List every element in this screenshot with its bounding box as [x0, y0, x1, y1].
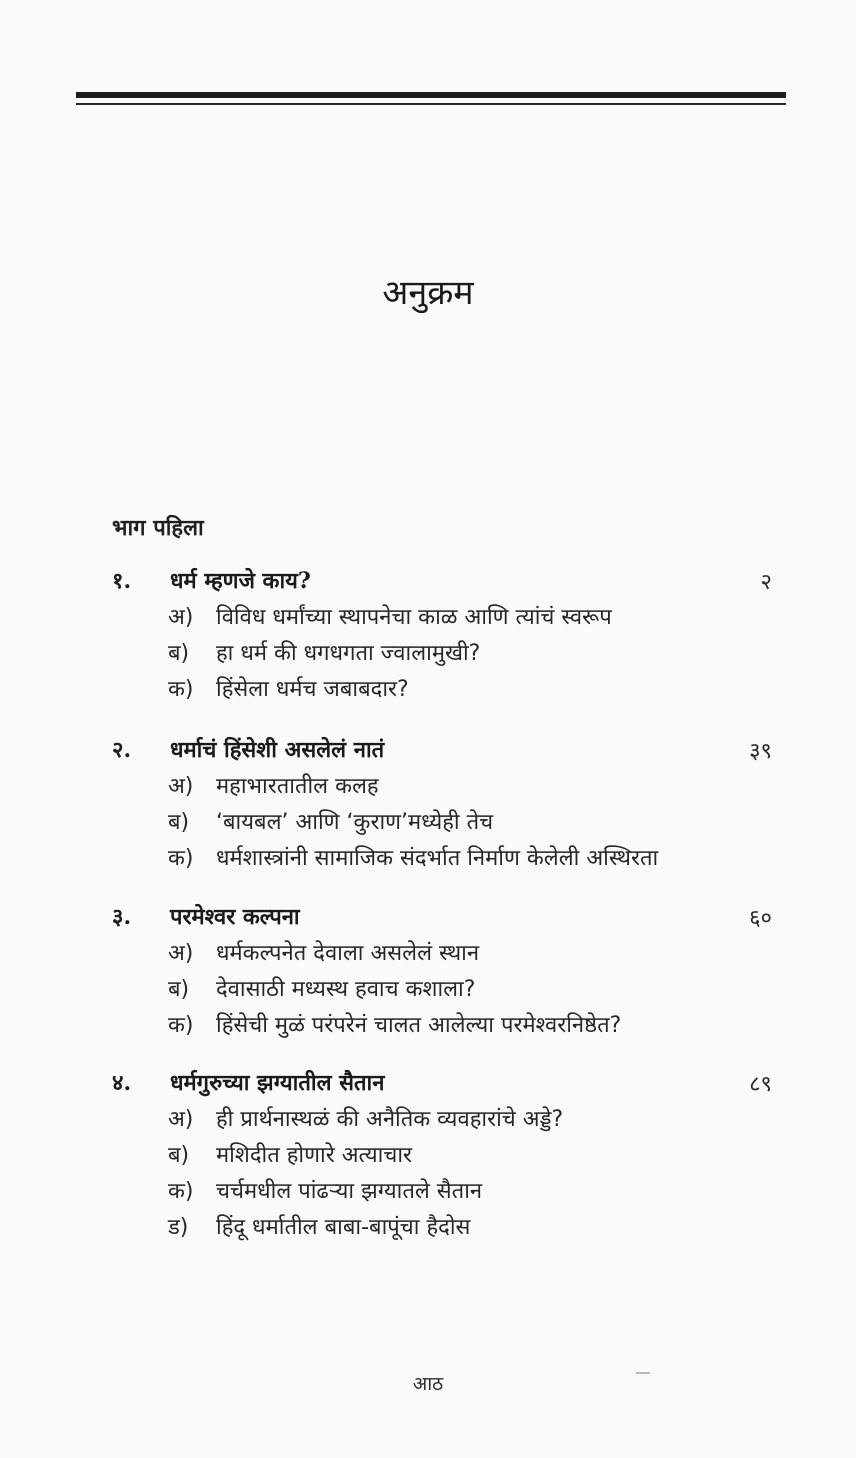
subsection-letter: क)	[168, 677, 194, 702]
subsection-list	[112, 598, 772, 706]
chapter-title: परमेश्वर कल्पना	[170, 904, 300, 930]
chapter-page-number: २	[760, 570, 772, 595]
chapter-title: धर्माचं हिंसेशी असलेलं नातं	[170, 737, 385, 763]
chapter-title: धर्म म्हणजे काय?	[170, 568, 311, 594]
subsection-letter: ब)	[168, 977, 190, 1002]
list-item	[168, 598, 772, 634]
list-item	[168, 1006, 772, 1042]
subsection-text: देवासाठी मध्यस्थ हवाच कशाला?	[216, 977, 476, 1002]
subsection-text: हा धर्म की धगधगता ज्वालामुखी?	[216, 641, 481, 666]
part-heading: भाग पहिला	[112, 515, 204, 541]
subsection-text: हिंदू धर्मातील बाबा-बापूंचा हैदोस	[216, 1215, 471, 1240]
chapter-4	[112, 1064, 772, 1244]
chapter-heading	[112, 731, 772, 767]
list-item	[168, 839, 772, 875]
subsection-text: विविध धर्मांच्या स्थापनेचा काळ आणि त्यांचं स्वरूप	[216, 605, 612, 630]
page-title: अनुक्रम	[382, 273, 474, 313]
list-item	[168, 1208, 772, 1244]
subsection-text: ‘बायबल’ आणि ‘कुराण’मध्येही तेच	[216, 810, 494, 835]
footer-page-label: आठ	[412, 1373, 444, 1395]
chapter-number: ३.	[112, 904, 132, 930]
subsection-text: धर्मशास्त्रांनी सामाजिक संदर्भात निर्माण केलेली अस्थिरता	[216, 846, 659, 871]
list-item	[168, 803, 772, 839]
subsection-list	[112, 767, 772, 875]
chapter-number: ४.	[112, 1070, 132, 1096]
subsection-letter: ब)	[168, 641, 190, 666]
subsection-text: ही प्रार्थनास्थळं की अनैतिक व्यवहारांचे अड्डे?	[216, 1107, 564, 1132]
subsection-letter: अ)	[168, 774, 194, 799]
chapter-number: २.	[112, 737, 132, 763]
chapter-3	[112, 898, 772, 1042]
subsection-letter: क)	[168, 1179, 194, 1204]
chapter-number: १.	[112, 568, 132, 594]
subsection-letter: अ)	[168, 1107, 194, 1132]
chapter-page-number: ६०	[749, 906, 772, 931]
list-item	[168, 1100, 772, 1136]
subsection-list	[112, 934, 772, 1042]
scan-mark	[636, 1372, 650, 1374]
chapter-title: धर्मगुरुच्या झग्यातील सैतान	[170, 1070, 385, 1096]
subsection-text: हिंसेला धर्मच जबाबदार?	[216, 677, 409, 702]
header-rule-thin	[76, 103, 786, 105]
subsection-text: महाभारतातील कलह	[216, 774, 379, 799]
list-item	[168, 1172, 772, 1208]
header-rule-thick	[76, 92, 786, 98]
subsection-letter: अ)	[168, 941, 194, 966]
subsection-letter: अ)	[168, 605, 194, 630]
list-item	[168, 970, 772, 1006]
list-item	[168, 767, 772, 803]
subsection-text: हिंसेची मुळं परंपरेनं चालत आलेल्या परमेश्वरनिष्ठेत?	[216, 1013, 622, 1038]
chapter-heading	[112, 562, 772, 598]
chapter-page-number: ३९	[749, 739, 772, 764]
chapter-2	[112, 731, 772, 875]
subsection-letter: ब)	[168, 810, 190, 835]
chapter-1	[112, 562, 772, 706]
chapter-heading	[112, 898, 772, 934]
list-item	[168, 934, 772, 970]
subsection-letter: क)	[168, 1013, 194, 1038]
chapter-heading	[112, 1064, 772, 1100]
subsection-text: चर्चमधील पांढऱ्या झग्यातले सैतान	[216, 1179, 483, 1204]
subsection-text: धर्मकल्पनेत देवाला असलेलं स्थान	[216, 941, 480, 966]
chapter-page-number: ८९	[749, 1072, 772, 1097]
subsection-letter: ब)	[168, 1143, 190, 1168]
subsection-letter: ड)	[168, 1215, 189, 1240]
list-item	[168, 670, 772, 706]
subsection-text: मशिदीत होणारे अत्याचार	[216, 1143, 413, 1168]
list-item	[168, 1136, 772, 1172]
subsection-list	[112, 1100, 772, 1244]
list-item	[168, 634, 772, 670]
subsection-letter: क)	[168, 846, 194, 871]
